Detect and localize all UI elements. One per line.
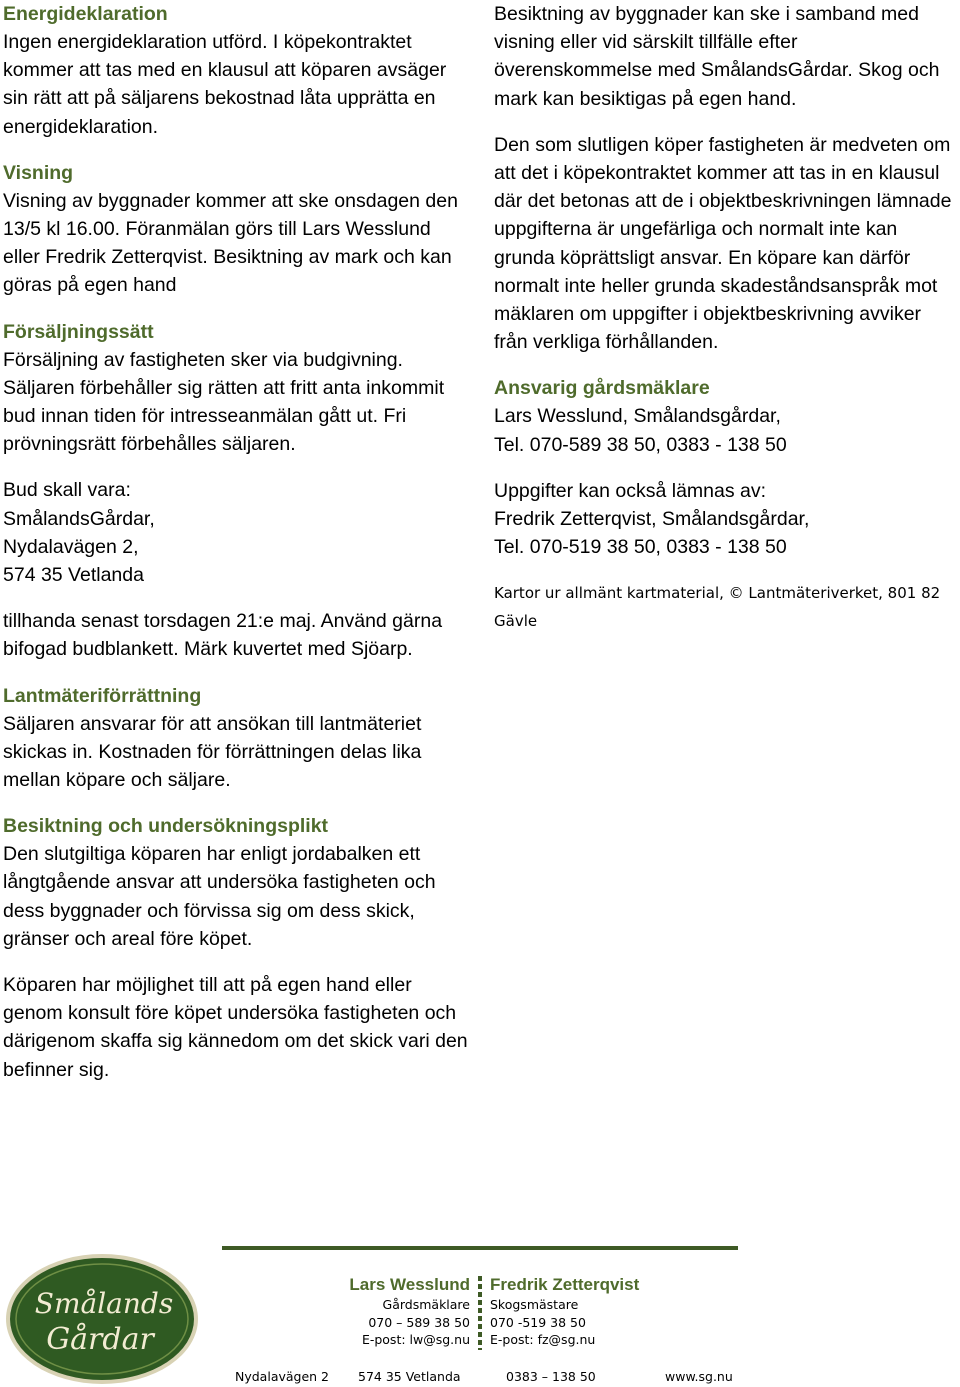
section-forsaljningssatt (3, 318, 473, 664)
contact-fredrik (490, 1274, 639, 1349)
ansvarig-line: Lars Wesslund, Smålandsgårdar, (494, 405, 781, 428)
smalands-gardar-logo (4, 1251, 200, 1387)
tillhanda-text: tillhanda senast torsdagen 21:e maj. Använd gärna bifogad budblankett. Märk kuvertet med Sjöarp. (3, 610, 443, 661)
heading-besiktning: Besiktning och undersökningsplikt (3, 815, 329, 838)
map-credit: Kartor ur allmänt kartmaterial, © Lantmäteriverket, 801 82 Gävle (494, 584, 941, 631)
section-besiktning (3, 812, 473, 1084)
section-lantmateri (3, 682, 473, 795)
contact-email[interactable]: E-post: fz@sg.nu (490, 1332, 596, 1347)
left-column (3, 0, 473, 1102)
lantmateri-text: Säljaren ansvarar för att ansökan till lantmäteriet skickas in. Kostnaden för förrättningen delas lika mellan köpare och säljare. (3, 712, 422, 792)
heading-forsaljningssatt: Försäljningssätt (3, 320, 154, 343)
besiktning-byggnader-text: Besiktning av byggnader kan ske i samband med visning eller vid särskilt tillfälle efter överenskommelse med SmålandsGårdar. Skog och mark kan besiktigas på egen hand. (494, 3, 940, 110)
contact-email[interactable]: E-post: lw@sg.nu (361, 1332, 470, 1347)
contact-name: Lars Wesslund (349, 1275, 470, 1294)
besiktning-text-2: Köparen har möjlighet till att på egen hand eller genom konsult före köpet undersöka fastigheten och därigenom skaffa sig kännedom om det skick vari den befinner sig. (3, 974, 468, 1081)
heading-ansvarig: Ansvarig gårdsmäklare (494, 377, 710, 400)
footer (0, 1240, 960, 1387)
heading-energideklaration: Energideklaration (3, 3, 168, 25)
bud-line: Nydalavägen 2, (3, 535, 139, 558)
bud-line: Bud skall vara: (3, 479, 131, 502)
footer-phone: 0383 – 138 50 (506, 1369, 596, 1384)
contact-title: Skogsmästare (490, 1297, 579, 1312)
logo-line2: Gårdar (46, 1322, 154, 1357)
uppgifter-line: Uppgifter kan också lämnas av: (494, 479, 767, 502)
footer-website[interactable]: www.sg.nu (665, 1369, 733, 1384)
bud-line: 574 35 Vetlanda (3, 564, 144, 587)
footer-rule (222, 1246, 738, 1250)
contact-phone: 070 -519 38 50 (490, 1314, 586, 1330)
disclaimer-text: Den som slutligen köper fastigheten är medveten om att det i köpekontraktet kommer att tas in en klausul där det betonas att de i objektbeskrivningen lämnade uppgifterna är ungefärliga och normalt inte kan grunda köprättsligt ansvar. En köpare kan därför normalt inte heller grunda skadeståndsanspråk mot mäklaren om uppgifter i objektbeskrivning avviker från verkliga förhållanden. (494, 133, 952, 354)
forsaljningssatt-text: Försäljning av fastigheten sker via budgivning. Säljaren förbehåller sig rätten att fritt anta inkommit bud innan tiden för intresseanmälan gått ut. Fri prövningsrätt förbehålles säljaren. (3, 348, 445, 456)
energideklaration-text: Ingen energideklaration utförd. I köpekontraktet kommer att tas med en klausul att köparen avsäger sin rätt att på säljarens bekostnad låta upprätta en energideklaration. (3, 31, 447, 138)
footer-city: 574 35 Vetlanda (358, 1369, 461, 1384)
contact-title: Gårdsmäklare (382, 1297, 470, 1312)
section-visning (3, 159, 473, 300)
uppgifter-contact (494, 477, 960, 562)
contact-phone: 070 – 589 38 50 (368, 1314, 470, 1330)
heading-lantmateri: Lantmäteriförrättning (3, 684, 202, 707)
ansvarig-contact (494, 402, 960, 458)
section-ansvarig (494, 374, 960, 458)
heading-visning: Visning (3, 161, 74, 184)
uppgifter-line: Fredrik Zetterqvist, Smålandsgårdar, (494, 508, 810, 531)
section-energideklaration (3, 0, 473, 141)
bud-address (3, 476, 473, 589)
uppgifter-line: Tel. 070-519 38 50, 0383 - 138 50 (494, 536, 787, 559)
contact-name: Fredrik Zetterqvist (490, 1275, 640, 1294)
contact-lars (344, 1274, 470, 1349)
besiktning-text-1: Den slutgiltiga köparen har enligt jordabalken ett långtgående ansvar att undersöka fastigheten och dess byggnader och förvissa sig om dess skick, gränser och areal före köpet. (3, 843, 436, 950)
contact-separator (478, 1276, 482, 1350)
right-column (494, 0, 960, 635)
ansvarig-line: Tel. 070-589 38 50, 0383 - 138 50 (494, 433, 787, 456)
bud-line: SmålandsGårdar, (3, 507, 155, 530)
logo-line1: Smålands (34, 1287, 174, 1320)
visning-text: Visning av byggnader kommer att ske onsdagen den 13/5 kl 16.00. Föranmälan görs till Lars Wesslund eller Fredrik Zetterqvist. Besiktning av mark och kan göras på egen hand (3, 189, 458, 297)
footer-street: Nydalavägen 2 (235, 1369, 330, 1384)
